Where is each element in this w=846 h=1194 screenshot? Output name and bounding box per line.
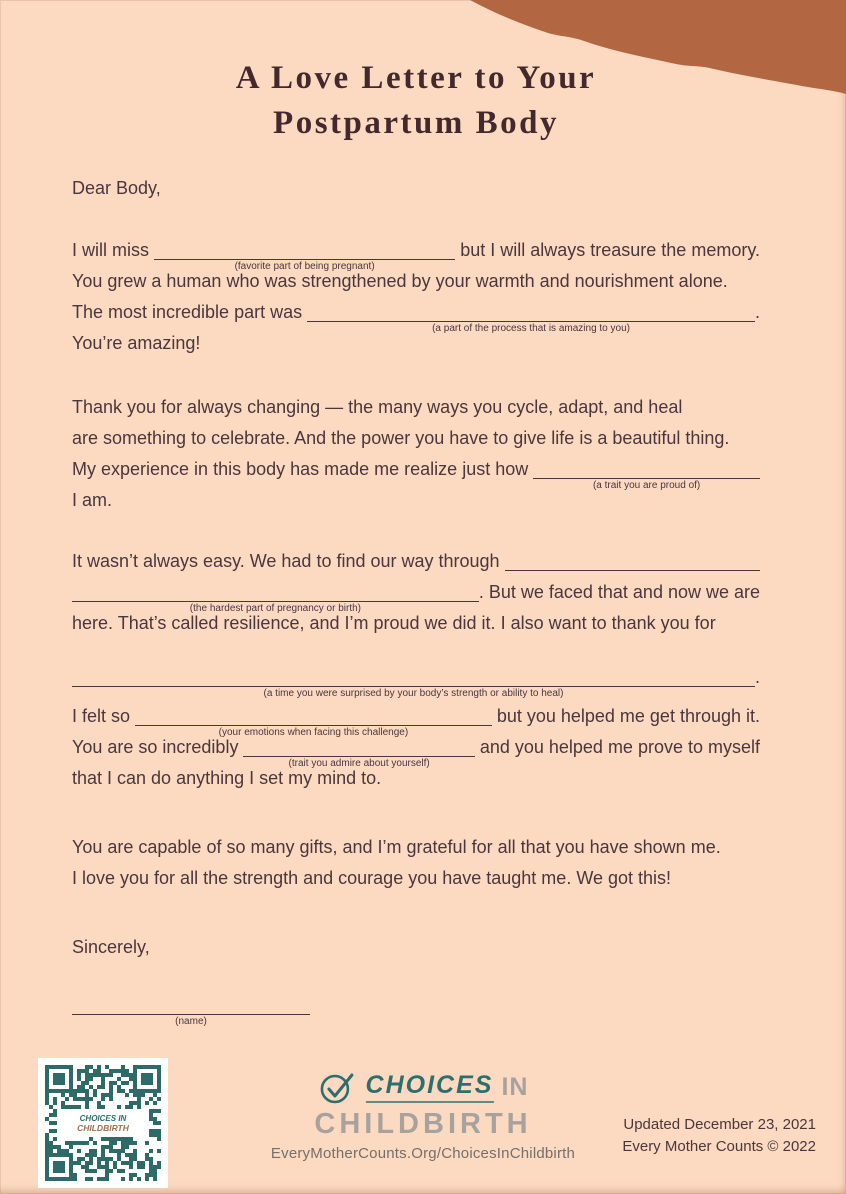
p5-text-1: You are capable of so many gifts, and I’m grateful for all that you have shown me.	[72, 837, 721, 857]
p2-text-1: Thank you for always changing — the many ways you cycle, adapt, and heal	[72, 397, 683, 417]
svg-text:CHILDBIRTH: CHILDBIRTH	[77, 1123, 129, 1133]
p4-text-1: I felt so	[72, 706, 136, 726]
paragraph-5	[72, 832, 760, 894]
p3-line-3	[72, 608, 760, 639]
footer-url: EveryMotherCounts.Org/ChoicesInChildbirth	[270, 1145, 576, 1162]
paragraph-4	[72, 701, 760, 794]
p1-text-5: .	[754, 302, 760, 322]
p1-text-3: You grew a human who was strengthened by your warmth and nourishment alone.	[72, 271, 728, 291]
p1-text-4: The most incredible part was	[72, 302, 308, 322]
p2-line-1	[72, 392, 760, 423]
p1-line-3	[72, 297, 760, 334]
blank-amazing-process-part	[307, 320, 755, 334]
p5-line-2	[72, 863, 760, 894]
p3-text-4: .	[754, 667, 760, 687]
p2-text-3: My experience in this body has made me realize just how	[72, 459, 534, 479]
p4-text-5: that I can do anything I set my mind to.	[72, 768, 382, 788]
credits	[622, 1114, 816, 1158]
sincerely-line	[72, 932, 760, 963]
p1-line-1	[72, 235, 760, 272]
blank-proud-trait	[533, 477, 760, 491]
p2-text-4: I am.	[72, 490, 113, 510]
title-line-1: A Love Letter to Your	[235, 60, 597, 96]
p3-text-1: It wasn’t always easy. We had to find our way through	[72, 551, 505, 571]
blank-emotions	[135, 724, 492, 738]
p4-text-2: but you helped me get through it.	[491, 706, 760, 726]
hint-surprising-strength: (a time you were surprised by your body’s strength or ability to heal)	[263, 688, 564, 699]
p5-text-2: I love you for all the strength and courage you have taught me. We got this!	[72, 868, 672, 888]
paragraph-1	[72, 235, 760, 359]
p3-line-1	[72, 546, 760, 577]
logo-word-childbirth: CHILDBIRTH	[314, 1108, 532, 1140]
title-line-2: Postpartum Body	[273, 105, 559, 141]
salutation: Dear Body,	[72, 178, 161, 198]
hint-emotions: (your emotions when facing this challenge)	[218, 727, 409, 738]
name-line	[72, 990, 760, 1027]
p4-line-1	[72, 701, 760, 738]
p1-text-6: You’re amazing!	[72, 333, 201, 353]
check-circle-icon	[318, 1067, 358, 1107]
blank-hardest-part-b	[72, 600, 479, 614]
hint-hardest-part: (the hardest part of pregnancy or birth)	[189, 603, 362, 614]
hint-favorite-part: (favorite part of being pregnant)	[234, 261, 375, 272]
page-title	[72, 56, 760, 146]
logo-word-in: IN	[501, 1072, 529, 1101]
p2-line-2	[72, 423, 760, 454]
hint-name: (name)	[175, 1016, 207, 1027]
blank-name	[72, 1013, 310, 1027]
p3-line-2	[72, 577, 760, 614]
p3-line-4	[72, 662, 760, 699]
p5-line-1	[72, 832, 760, 863]
p4-line-2	[72, 732, 760, 769]
qr-code-svg	[38, 1058, 168, 1188]
hint-admired-trait: (trait you admire about yourself)	[288, 758, 430, 769]
p4-text-4: and you helped me prove to myself	[474, 737, 760, 757]
sincerely-text: Sincerely,	[72, 937, 150, 957]
p1-line-2	[72, 266, 760, 297]
p4-text-3: You are so incredibly	[72, 737, 244, 757]
logo-word-choices: CHOICES	[366, 1071, 494, 1103]
p2-line-3	[72, 454, 760, 491]
copyright: Every Mother Counts © 2022	[622, 1138, 816, 1155]
p3-text-3: here. That’s called resilience, and I’m proud we did it. I also want to thank you for	[72, 613, 716, 633]
p1-text-1: I will miss	[72, 240, 154, 260]
paragraph-3	[72, 546, 760, 699]
closing	[72, 932, 760, 1027]
p2-text-2: are something to celebrate. And the power you have to give life is a beautiful thing.	[72, 428, 730, 448]
blank-admired-trait	[243, 755, 474, 769]
blank-favorite-part-of-pregnancy	[154, 258, 455, 272]
paragraph-2	[72, 392, 760, 516]
hint-amazing-process-part: (a part of the process that is amazing to you)	[432, 323, 630, 334]
choices-in-childbirth-logo	[271, 1067, 575, 1162]
qr-code	[38, 1058, 168, 1188]
blank-surprising-strength	[72, 685, 755, 699]
p1-line-4	[72, 328, 760, 359]
hint-proud-trait: (a trait you are proud of)	[592, 480, 701, 491]
updated-date: Updated December 23, 2021	[623, 1116, 816, 1133]
svg-text:CHOICES IN: CHOICES IN	[79, 1114, 127, 1123]
p1-text-2: but I will always treasure the memory.	[455, 240, 760, 260]
blank-hardest-part-a	[505, 569, 760, 571]
p3-text-2: . But we faced that and now we are	[478, 582, 760, 602]
